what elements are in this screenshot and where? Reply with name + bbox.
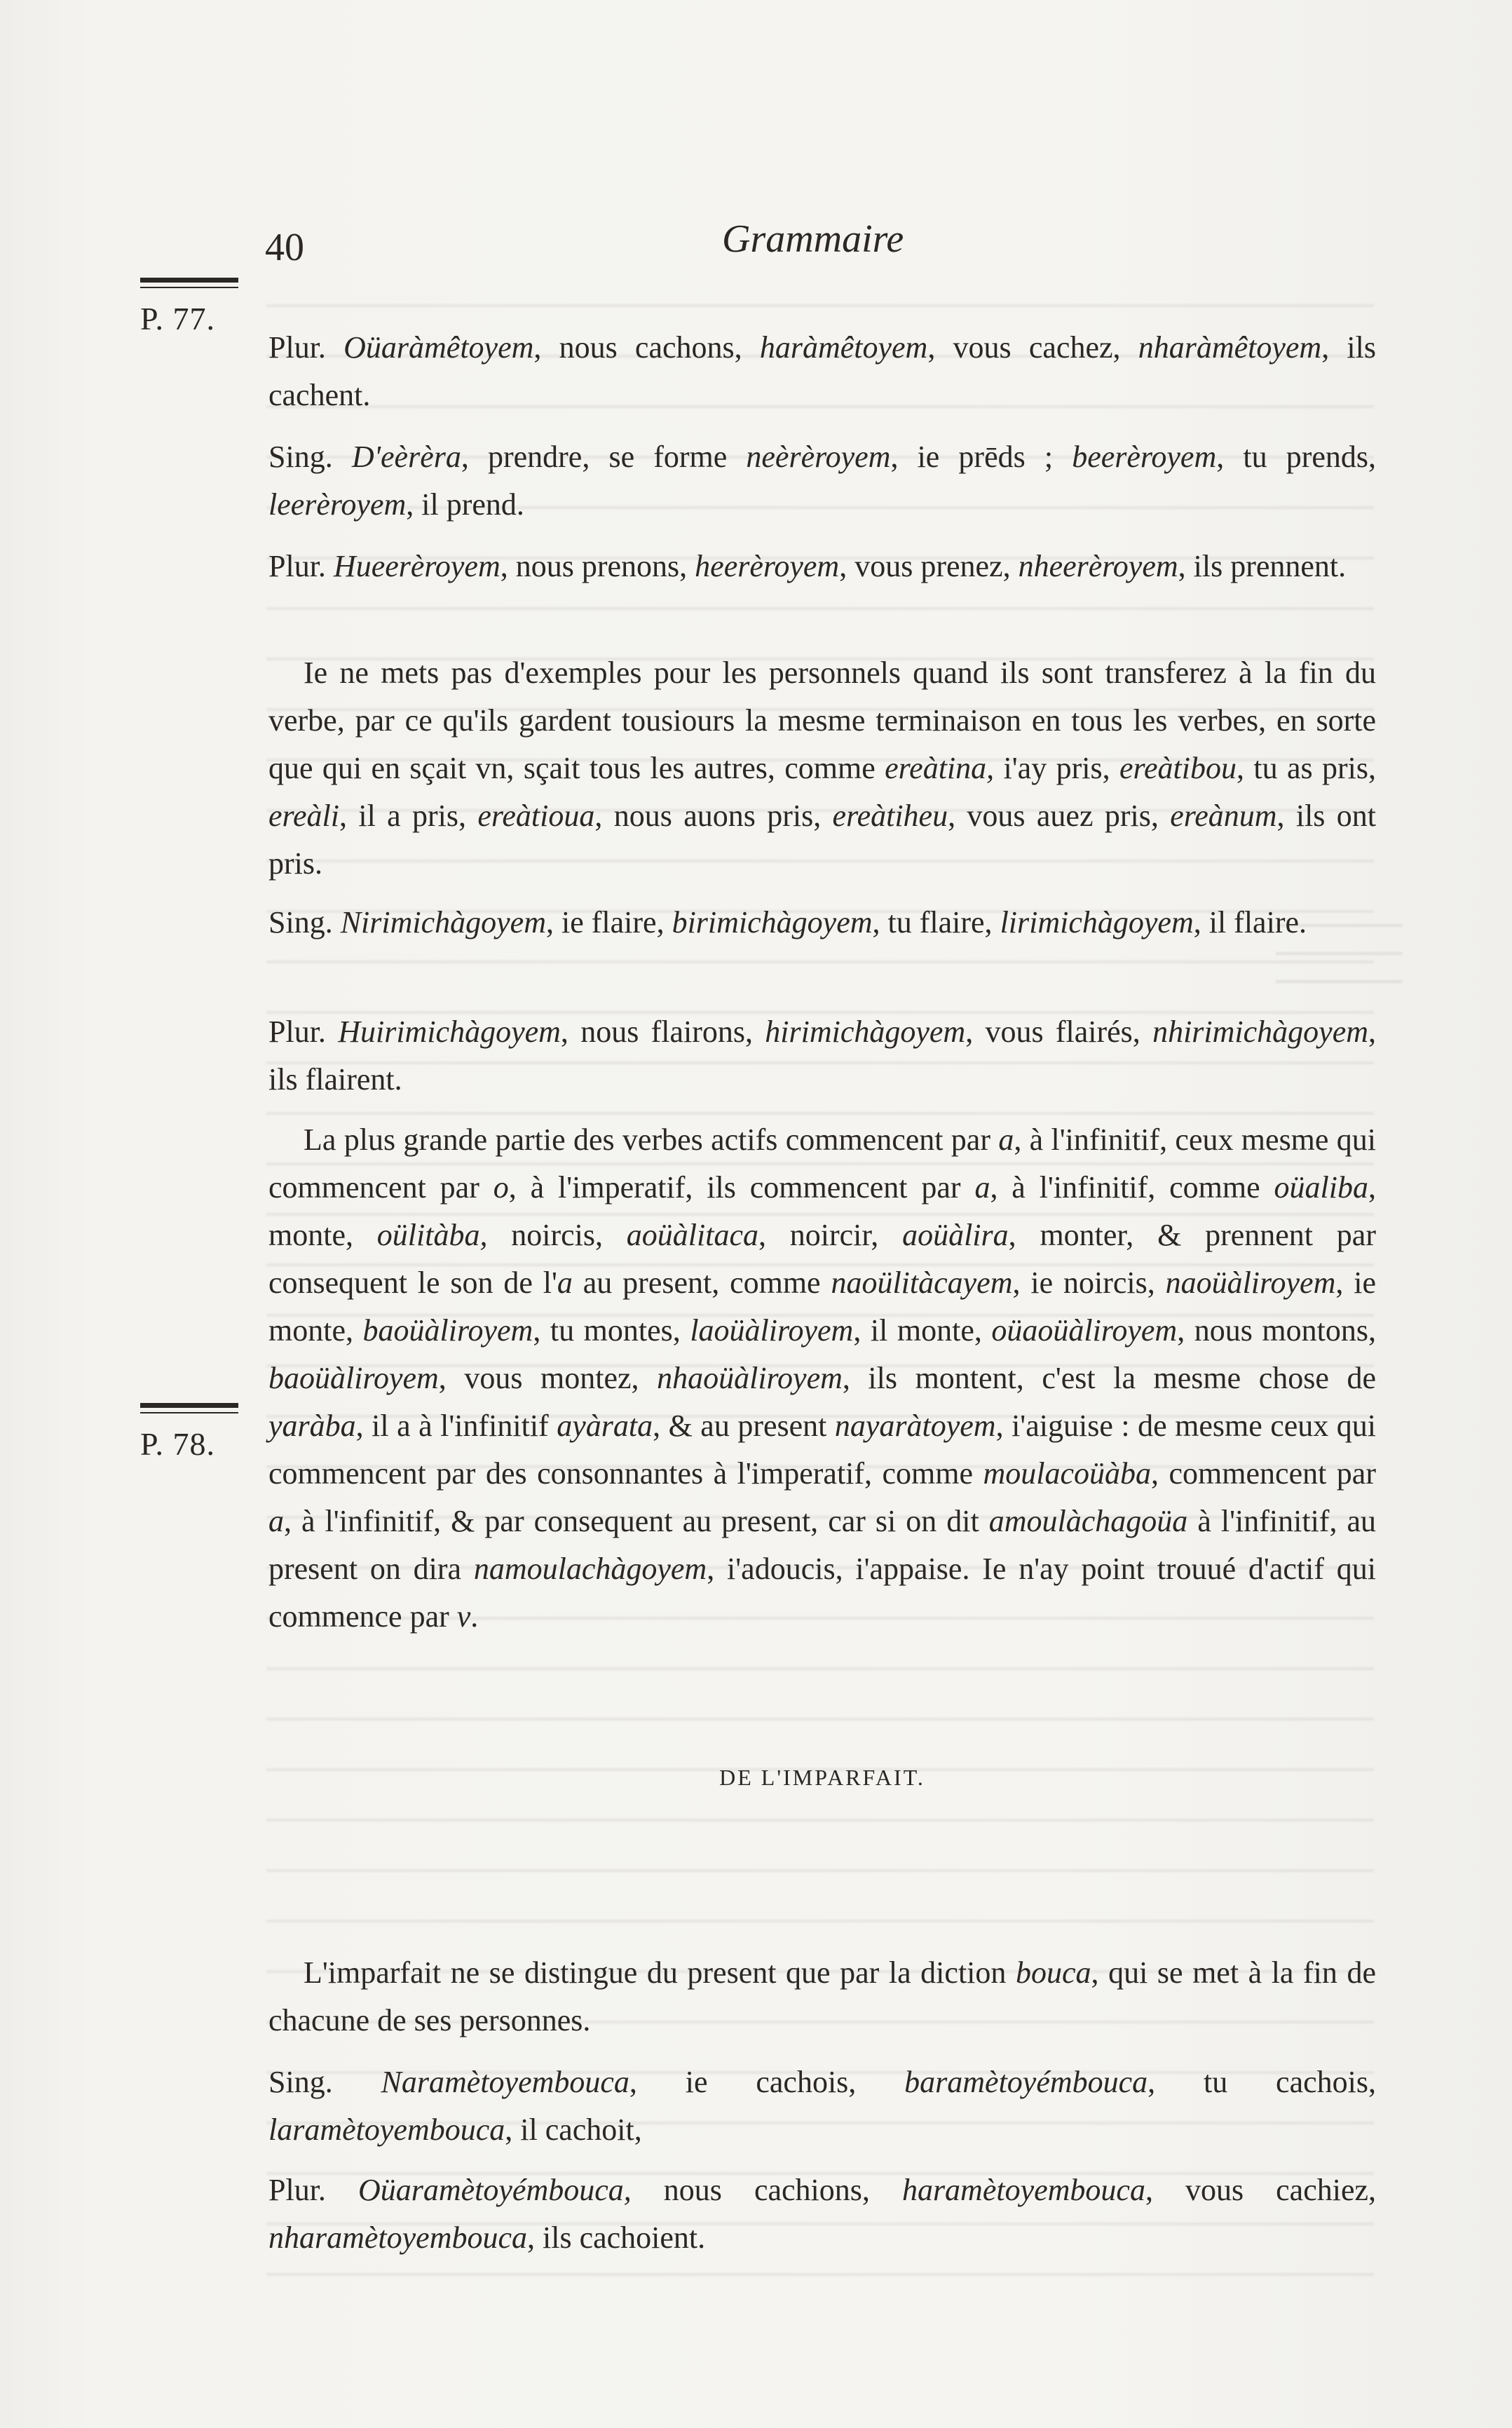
paragraph-lead: Plur. [268,330,326,365]
italic-term: birimichàgoyem [672,905,873,940]
paragraph [268,2059,1376,2154]
italic-term: a [974,1170,990,1205]
text-run [333,440,352,474]
text-run: , & au present [653,1409,835,1443]
paragraph-lead: Sing. [268,440,333,474]
text-run: , tu prends, [1216,440,1377,474]
italic-term: nharàmêtoyem [1138,330,1322,365]
italic-term: naoülitàcayem [831,1266,1013,1300]
paragraph-lead: Plur. [268,1015,326,1049]
italic-term: neèrèroyem [746,440,891,474]
text-run: , tu as pris, [1236,751,1376,785]
italic-term: Naramètoyembouca [381,2065,629,2099]
text-run [326,549,334,583]
italic-term: haràmêtoyem [759,330,928,365]
margin-reference-label: P. 77. [140,301,215,337]
italic-term: oüaliba [1274,1170,1368,1205]
italic-term: ereànum [1170,799,1277,833]
text-run: , ils prennent. [1178,549,1347,583]
text-run [333,905,341,940]
text-run: , à l'imperatif, ils commencent par [508,1170,975,1205]
text-run: L'imparfait ne se distingue du present que par la diction [304,1955,1016,1990]
italic-term: oüaoüàliroyem [991,1313,1178,1348]
italic-term: nheerèroyem [1018,549,1178,583]
text-run [333,2065,381,2099]
page-number: 40 [265,226,304,269]
italic-term: Hueerèroyem [333,549,500,583]
italic-term: ereàtibou [1119,751,1237,785]
italic-term: laramètoyembouca [268,2112,505,2147]
italic-term: moulacoüàba [983,1456,1152,1491]
paragraph [268,2166,1376,2262]
text-run: , nous flairons, [560,1015,765,1049]
italic-term: aoüàlira [902,1218,1009,1252]
text-run: , il a à l'infinitif [355,1409,557,1443]
margin-rule-thin [140,1412,238,1413]
text-run: , tu cachois, [1147,2065,1376,2099]
text-run [326,330,343,365]
italic-term: lirimichàgoyem [1000,905,1194,940]
italic-term: beerèroyem [1072,440,1217,474]
text-run: , commencent par [1151,1456,1376,1491]
italic-term: Oüaràmêtoyem [343,330,534,365]
italic-term: D'eèrèra [351,440,461,474]
text-run: , monte, [268,1170,1376,1252]
italic-term: ereàli [268,799,339,833]
italic-term: ereàtiheu [832,799,948,833]
italic-term: ayàrata [557,1409,653,1443]
text-run: , noircir, [758,1218,903,1252]
text-run: , nous montons, [1177,1313,1377,1348]
text-run [326,2173,358,2207]
text-run: , tu flaire, [872,905,1000,940]
text-run: , vous cachez, [927,330,1138,365]
paragraph [268,1008,1376,1104]
paragraph [268,899,1376,947]
text-run: , ils flairent. [268,1015,1377,1097]
italic-term: Nirimichàgoyem [340,905,546,940]
italic-term: naoüàliroyem [1165,1266,1336,1300]
text-run: , prendre, se forme [461,440,747,474]
text-run: , à l'infinitif, comme [990,1170,1274,1205]
text-run: La plus grande partie des verbes actifs commencent par [304,1123,999,1157]
paragraph [268,324,1376,419]
text-run: , il prend. [406,487,524,522]
paragraph-lead: Sing. [268,905,333,940]
italic-term: aoüàlitaca [626,1218,758,1252]
margin-rule-thin [140,287,238,288]
text-run: , ie flaire, [546,905,672,940]
text-run: , vous montez, [438,1361,658,1395]
italic-term: Oüaramètoyémbouca, [357,2173,632,2207]
text-run: , tu montes, [533,1313,690,1348]
italic-term: nayaràtoyem [834,1409,996,1443]
paragraph [268,543,1376,590]
text-run: , vous auez pris, [948,799,1171,833]
italic-term: ereàtioua [477,799,595,833]
italic-term: v [456,1599,471,1634]
text-run [326,1015,338,1049]
italic-term: nhaoüàliroyem [657,1361,843,1395]
text-run: , ils cachent. [268,330,1376,412]
paragraph [268,1949,1376,2044]
text-run: , il flaire. [1193,905,1307,940]
italic-term: leerèroyem [268,487,407,522]
margin-rule-thick [140,278,238,283]
italic-term: hirimichàgoyem [765,1015,966,1049]
text-run: noircis, [487,1218,627,1252]
italic-term: baoüàliroyem [362,1313,533,1348]
paragraph [268,649,1376,888]
italic-term: a [268,1504,284,1538]
text-run: , qui se met à la fin de chacune de ses personnes. [268,1955,1377,2037]
italic-term: oülitàba, [376,1218,488,1252]
text-run: , vous prenez, [839,549,1019,583]
italic-term: amoulàchagoüa [988,1504,1188,1538]
margin-rule-thick [140,1403,238,1408]
paragraph-lead: Plur. [268,549,326,583]
text-run: , ie prēds ; [890,440,1072,474]
text-run: , ie cachois, [629,2065,905,2099]
italic-term: nhirimichàgoyem [1152,1015,1369,1049]
margin-reference-label: P. 78. [140,1426,215,1462]
text-run: i'ay pris, [994,751,1119,785]
text-run: à l'infinitif, au present on dira [268,1504,1377,1586]
running-head: Grammaire [722,217,904,261]
text-run: , nous prenons, [500,549,695,583]
text-run: . [470,1599,479,1634]
text-run: , monter, & prennent par consequent le son de l' [268,1218,1376,1300]
text-run: , à l'infinitif, ceux mesme qui commencent par [268,1123,1376,1205]
text-run: , i'aiguise : de mesme ceux qui commencent par des consonnantes à l'imperatif, comme [268,1409,1376,1491]
italic-term: o [493,1170,509,1205]
italic-term: haramètoyembouca [901,2173,1145,2207]
text-run: au present, comme [572,1266,831,1300]
italic-term: laoüàliroyem [690,1313,854,1348]
paragraph [268,1116,1376,1641]
italic-term: ereàtina, [885,751,995,785]
paragraph-lead: Plur. [268,2173,326,2207]
italic-term: heerèroyem [695,549,840,583]
text-run: , ie monte, [268,1266,1376,1348]
italic-term: nharamètoyembouca [268,2220,528,2255]
italic-term: baoüàliroyem [268,1361,439,1395]
italic-term: baramètoyémbouca [904,2065,1148,2099]
margin-reference-1 [140,278,238,339]
text-run: , ie noircis, [1012,1266,1166,1300]
text-run: , il a pris, [339,799,478,833]
text-run: , vous flairés, [965,1015,1153,1049]
text-run: , vous cachiez, [1145,2173,1377,2207]
text-run: nous cachions, [631,2173,902,2207]
text-run: , ils ont pris. [268,799,1377,881]
text-run: , il monte, [853,1313,992,1348]
italic-term: namoulachàgoyem [473,1552,707,1586]
italic-term: a [998,1123,1014,1157]
italic-term: yaràba [268,1409,356,1443]
paragraph-lead: Sing. [268,2065,333,2099]
margin-reference-2 [140,1403,238,1464]
italic-term: a [557,1266,573,1300]
text-run: , ils cachoient. [527,2220,706,2255]
paragraph [268,433,1376,529]
section-heading: DE L'IMPARFAIT. [719,1765,925,1790]
text-run: , ils montent, c'est la mesme chose de [842,1361,1376,1395]
text-run: Ie ne mets pas d'exemples pour les personnels quand ils sont transferez à la fin du verbe, par ce qu'ils gardent tousiours la mesme terminaison en tous les verbes, en sorte que qui en sçait vn, sçait tous les autres, comme [268,656,1376,785]
text-run: , nous auons pris, [594,799,833,833]
text-run: , i'adoucis, i'appaise. Ie n'ay point trouué d'actif qui commence par [268,1552,1377,1634]
italic-term: bouca [1015,1955,1091,1990]
text-run: , à l'infinitif, & par consequent au present, car si on dit [284,1504,989,1538]
italic-term: Huirimichàgoyem [338,1015,561,1049]
text-run: , nous cachons, [533,330,760,365]
text-run: , il cachoit, [505,2112,642,2147]
